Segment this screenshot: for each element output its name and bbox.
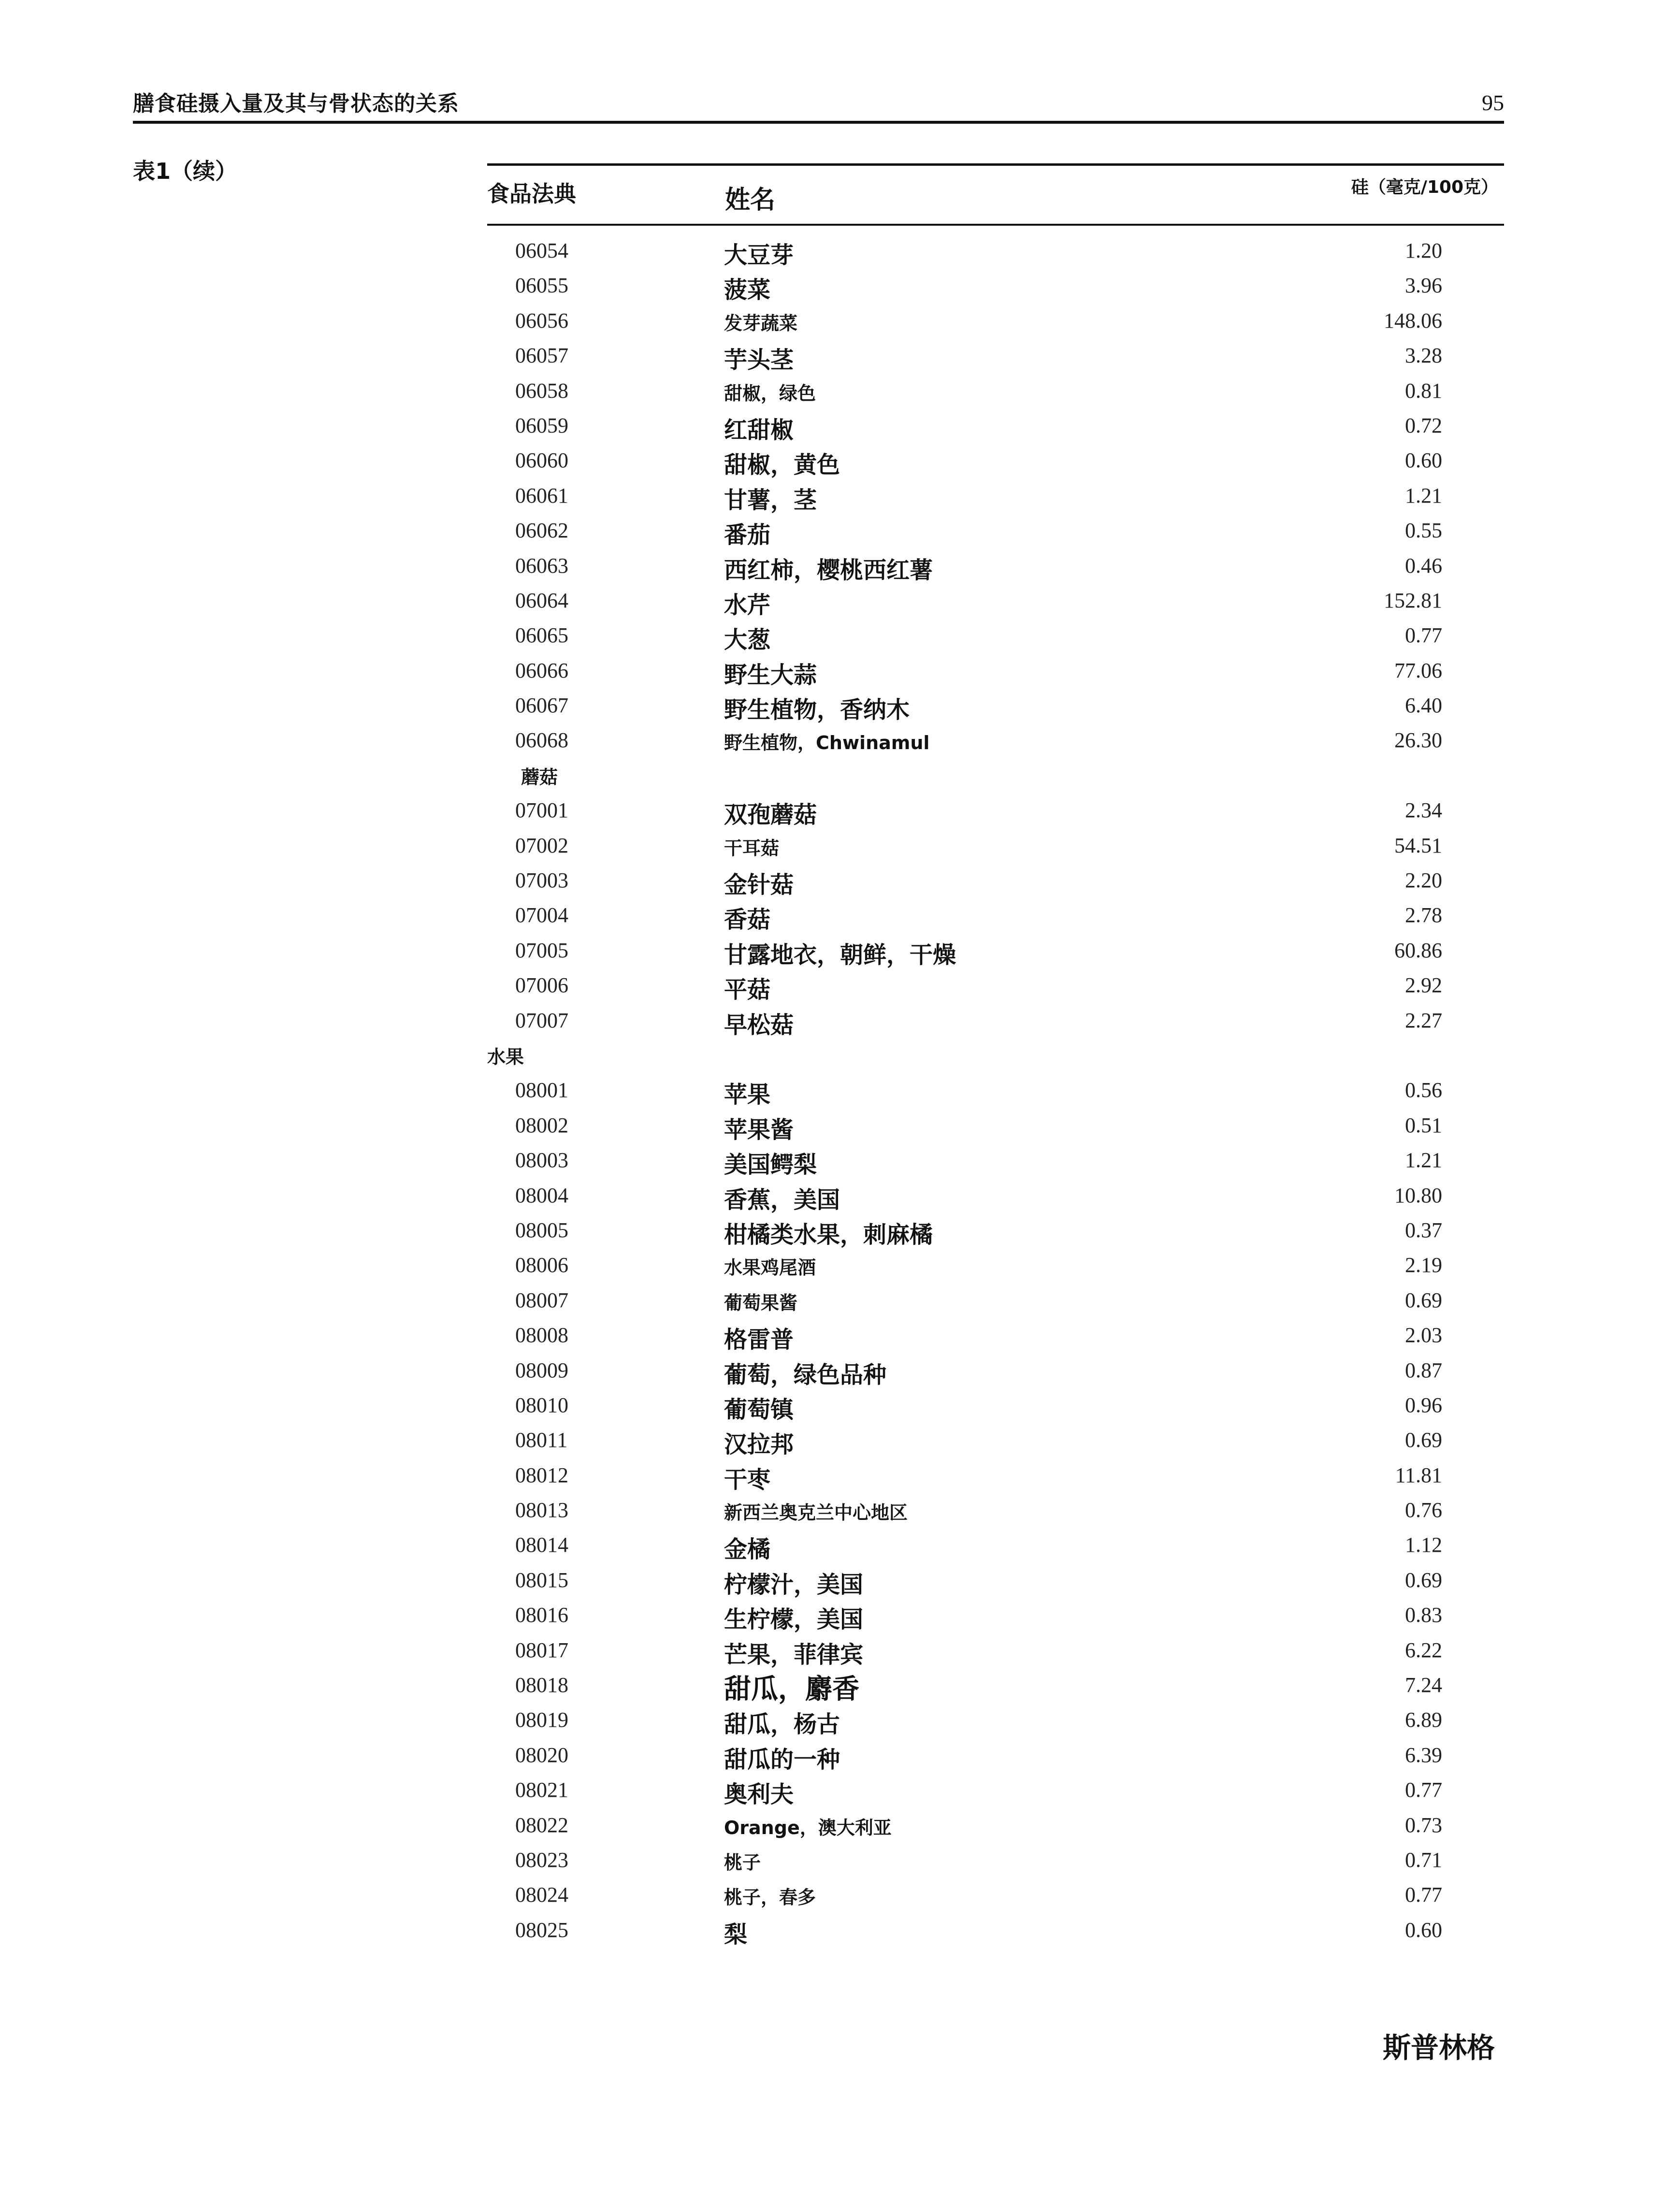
food-code: 08021 bbox=[515, 1778, 568, 1802]
food-code: 06056 bbox=[515, 308, 568, 333]
food-name: 番茄 bbox=[724, 521, 771, 549]
food-name: 西红柿，樱桃西红薯 bbox=[724, 556, 933, 584]
header-rule bbox=[133, 121, 1504, 124]
table-row bbox=[487, 1422, 1504, 1457]
silicon-value: 1.20 bbox=[1405, 239, 1442, 262]
food-name: 奥利夫 bbox=[724, 1781, 794, 1808]
silicon-value: 0.60 bbox=[1405, 448, 1442, 473]
table-row bbox=[487, 897, 1504, 932]
table-row bbox=[487, 1562, 1504, 1597]
table-row bbox=[487, 652, 1504, 687]
silicon-value: 0.87 bbox=[1405, 1358, 1442, 1382]
silicon-value: 1.21 bbox=[1405, 1148, 1442, 1172]
food-name: 芒果，菲律宾 bbox=[724, 1641, 864, 1668]
food-name: 香菇 bbox=[724, 906, 771, 934]
food-name: 格雷普 bbox=[724, 1326, 794, 1354]
table-row bbox=[487, 1772, 1504, 1807]
food-code: 08013 bbox=[515, 1498, 568, 1522]
food-code: 08005 bbox=[515, 1218, 568, 1242]
silicon-value: 0.77 bbox=[1405, 623, 1442, 648]
table-row bbox=[487, 792, 1504, 827]
table-row bbox=[487, 477, 1504, 512]
food-name: 葡萄果酱 bbox=[724, 1292, 798, 1314]
food-name: 甜椒，黄色 bbox=[724, 451, 840, 479]
table-row bbox=[487, 1912, 1504, 1947]
food-code: 06066 bbox=[515, 658, 568, 682]
silicon-value: 0.69 bbox=[1405, 1568, 1442, 1592]
table-row bbox=[487, 1352, 1504, 1387]
table-row bbox=[487, 1142, 1504, 1177]
category-label: 蘑菇 bbox=[521, 766, 558, 788]
food-code: 06059 bbox=[515, 413, 568, 437]
food-code: 06054 bbox=[515, 239, 568, 262]
food-code: 08010 bbox=[515, 1393, 568, 1417]
food-code: 06068 bbox=[515, 728, 568, 752]
food-name: 红甜椒 bbox=[724, 416, 794, 444]
silicon-value: 0.71 bbox=[1405, 1848, 1442, 1872]
table-row bbox=[487, 1492, 1504, 1527]
food-code: 07006 bbox=[515, 973, 568, 998]
table-row bbox=[487, 1877, 1504, 1911]
table-row bbox=[487, 582, 1504, 617]
food-code: 08008 bbox=[515, 1323, 568, 1347]
food-name: 汉拉邦 bbox=[724, 1431, 794, 1459]
running-header-title: 膳食硅摄入量及其与骨状态的关系 bbox=[133, 91, 459, 116]
table-row bbox=[487, 442, 1504, 477]
silicon-value: 0.77 bbox=[1405, 1778, 1442, 1802]
food-code: 08020 bbox=[515, 1743, 568, 1767]
food-code: 06061 bbox=[515, 483, 568, 507]
food-name: 甜椒，绿色 bbox=[724, 382, 816, 404]
table-row bbox=[487, 687, 1504, 722]
table-row bbox=[487, 1002, 1504, 1037]
table-row bbox=[487, 1107, 1504, 1142]
table-row bbox=[487, 827, 1504, 862]
silicon-value: 26.30 bbox=[1394, 728, 1442, 752]
food-name: 桃子 bbox=[724, 1851, 761, 1873]
food-name: 葡萄，绿色品种 bbox=[724, 1361, 887, 1388]
silicon-value: 60.86 bbox=[1394, 938, 1442, 962]
table-row bbox=[487, 548, 1504, 582]
food-name: 野生植物，香纳木 bbox=[724, 696, 910, 724]
table-row bbox=[487, 1387, 1504, 1422]
table-row bbox=[487, 1072, 1504, 1107]
table-row bbox=[487, 617, 1504, 652]
food-name: 早松菇 bbox=[724, 1011, 794, 1039]
food-name: 甜瓜的一种 bbox=[724, 1746, 840, 1773]
silicon-value: 2.92 bbox=[1405, 973, 1442, 998]
food-name: 干耳菇 bbox=[724, 837, 780, 859]
silicon-value: 0.77 bbox=[1405, 1883, 1442, 1907]
table-row bbox=[487, 232, 1504, 267]
food-code: 08006 bbox=[515, 1253, 568, 1277]
table-row bbox=[487, 932, 1504, 967]
food-name: 柑橘类水果，刺麻橘 bbox=[724, 1221, 933, 1248]
food-name: 柠檬汁，美国 bbox=[724, 1571, 864, 1598]
table-row bbox=[487, 862, 1504, 897]
silicon-value: 2.78 bbox=[1405, 903, 1442, 927]
silicon-value: 1.12 bbox=[1405, 1533, 1442, 1557]
category-label: 水果 bbox=[487, 1046, 524, 1068]
column-header-code: 食品法典 bbox=[487, 181, 576, 207]
table-row bbox=[487, 303, 1504, 337]
silicon-value: 0.69 bbox=[1405, 1288, 1442, 1312]
food-name: 野生大蒜 bbox=[724, 661, 817, 689]
food-name: 菠菜 bbox=[724, 276, 771, 304]
silicon-value: 0.51 bbox=[1405, 1113, 1442, 1137]
silicon-value: 0.55 bbox=[1405, 519, 1442, 543]
table-body bbox=[487, 226, 1504, 1947]
table-row bbox=[487, 1317, 1504, 1352]
silicon-value: 6.89 bbox=[1405, 1708, 1442, 1732]
silicon-value: 2.03 bbox=[1405, 1323, 1442, 1347]
food-name: 双孢蘑菇 bbox=[724, 801, 817, 829]
silicon-value: 7.24 bbox=[1405, 1673, 1442, 1697]
silicon-value: 0.96 bbox=[1405, 1393, 1442, 1417]
food-code: 08017 bbox=[515, 1638, 568, 1662]
table-row bbox=[487, 373, 1504, 407]
silicon-value: 0.76 bbox=[1405, 1498, 1442, 1522]
silicon-value: 0.69 bbox=[1405, 1428, 1442, 1452]
food-code: 06065 bbox=[515, 623, 568, 648]
food-code: 08009 bbox=[515, 1358, 568, 1382]
food-code: 07003 bbox=[515, 868, 568, 893]
table-row bbox=[487, 722, 1504, 757]
table-row bbox=[487, 1702, 1504, 1736]
silicon-value: 0.56 bbox=[1405, 1078, 1442, 1102]
food-code: 06057 bbox=[515, 344, 568, 368]
food-name: 苹果 bbox=[724, 1081, 771, 1109]
table-row bbox=[487, 267, 1504, 302]
food-name: Orange，澳大利亚 bbox=[724, 1817, 892, 1838]
silicon-value: 152.81 bbox=[1384, 588, 1442, 612]
column-header-name: 姓名 bbox=[725, 186, 776, 215]
silicon-value: 77.06 bbox=[1394, 658, 1442, 682]
food-code: 06058 bbox=[515, 378, 568, 403]
food-code: 08024 bbox=[515, 1883, 568, 1907]
silicon-table bbox=[487, 163, 1504, 1947]
table-row bbox=[487, 1212, 1504, 1247]
food-name: 金橘 bbox=[724, 1536, 771, 1563]
food-code: 08023 bbox=[515, 1848, 568, 1872]
table-row bbox=[487, 1457, 1504, 1492]
food-name: 生柠檬，美国 bbox=[724, 1606, 864, 1634]
food-name: 甜瓜，麝香 bbox=[724, 1674, 859, 1706]
table-row bbox=[487, 1632, 1504, 1667]
table-row bbox=[487, 1737, 1504, 1772]
silicon-value: 2.20 bbox=[1405, 868, 1442, 893]
food-name: 桃子，春多 bbox=[724, 1887, 816, 1908]
food-code: 07002 bbox=[515, 833, 568, 857]
silicon-value: 2.34 bbox=[1405, 798, 1442, 823]
silicon-value: 0.73 bbox=[1405, 1813, 1442, 1837]
food-code: 08025 bbox=[515, 1918, 568, 1942]
food-code: 06055 bbox=[515, 274, 568, 298]
food-name: 美国鳄梨 bbox=[724, 1151, 817, 1179]
food-code: 06063 bbox=[515, 553, 568, 578]
table-row bbox=[487, 337, 1504, 372]
column-header-silicon: 硅（毫克/100克） bbox=[1351, 177, 1498, 197]
food-name: 大豆芽 bbox=[724, 242, 794, 269]
silicon-value: 6.39 bbox=[1405, 1743, 1442, 1767]
food-name: 梨 bbox=[724, 1921, 748, 1948]
silicon-value: 0.60 bbox=[1405, 1918, 1442, 1942]
food-name: 野生植物，Chwinamul bbox=[724, 732, 930, 754]
table-row bbox=[487, 1597, 1504, 1632]
silicon-value: 0.81 bbox=[1405, 378, 1442, 403]
silicon-value: 10.80 bbox=[1394, 1183, 1442, 1207]
category-row bbox=[487, 1037, 1504, 1072]
food-code: 06067 bbox=[515, 694, 568, 718]
table-row bbox=[487, 1527, 1504, 1561]
table-row bbox=[487, 1807, 1504, 1842]
silicon-value: 6.22 bbox=[1405, 1638, 1442, 1662]
food-name: 甘薯，茎 bbox=[724, 486, 817, 514]
food-code: 07001 bbox=[515, 798, 568, 823]
table-header bbox=[487, 166, 1504, 224]
food-code: 07004 bbox=[515, 903, 568, 927]
page-number: 95 bbox=[1482, 90, 1504, 115]
food-name: 甜瓜，杨古 bbox=[724, 1711, 840, 1738]
food-code: 08022 bbox=[515, 1813, 568, 1837]
silicon-value: 3.96 bbox=[1405, 274, 1442, 298]
food-name: 水芹 bbox=[724, 591, 771, 619]
silicon-value: 3.28 bbox=[1405, 344, 1442, 368]
food-code: 08003 bbox=[515, 1148, 568, 1172]
table-row bbox=[487, 1177, 1504, 1212]
silicon-value: 1.21 bbox=[1405, 483, 1442, 507]
food-code: 07005 bbox=[515, 938, 568, 962]
table-row bbox=[487, 512, 1504, 547]
food-name: 苹果酱 bbox=[724, 1116, 794, 1143]
food-code: 08018 bbox=[515, 1673, 568, 1697]
category-row bbox=[487, 757, 1504, 792]
food-code: 08001 bbox=[515, 1078, 568, 1102]
food-code: 08016 bbox=[515, 1603, 568, 1627]
silicon-value: 6.40 bbox=[1405, 694, 1442, 718]
silicon-value: 54.51 bbox=[1394, 833, 1442, 857]
food-name: 发芽蔬菜 bbox=[724, 312, 798, 334]
table-row bbox=[487, 967, 1504, 1002]
silicon-value: 0.46 bbox=[1405, 553, 1442, 578]
table-row bbox=[487, 1247, 1504, 1282]
food-code: 08012 bbox=[515, 1463, 568, 1487]
silicon-value: 11.81 bbox=[1395, 1463, 1442, 1487]
silicon-value: 0.83 bbox=[1405, 1603, 1442, 1627]
food-code: 07007 bbox=[515, 1008, 568, 1032]
silicon-value: 0.72 bbox=[1405, 413, 1442, 437]
food-code: 08002 bbox=[515, 1113, 568, 1137]
food-code: 08011 bbox=[515, 1428, 568, 1452]
silicon-value: 2.19 bbox=[1405, 1253, 1442, 1277]
food-code: 08007 bbox=[515, 1288, 568, 1312]
food-code: 06064 bbox=[515, 588, 568, 612]
food-code: 08014 bbox=[515, 1533, 568, 1557]
food-name: 香蕉，美国 bbox=[724, 1186, 840, 1214]
food-code: 06060 bbox=[515, 448, 568, 473]
silicon-value: 2.27 bbox=[1405, 1008, 1442, 1032]
food-name: 芋头茎 bbox=[724, 347, 794, 374]
food-name: 干枣 bbox=[724, 1466, 771, 1493]
food-name: 葡萄镇 bbox=[724, 1396, 794, 1423]
table-row bbox=[487, 1667, 1504, 1706]
table-label: 表1（续） bbox=[133, 158, 238, 184]
table-row bbox=[487, 407, 1504, 442]
food-code: 06062 bbox=[515, 519, 568, 543]
food-name: 水果鸡尾酒 bbox=[724, 1257, 816, 1279]
food-code: 08019 bbox=[515, 1708, 568, 1732]
food-code: 08015 bbox=[515, 1568, 568, 1592]
publisher-brand: 斯普林格 bbox=[1382, 2031, 1495, 2064]
food-name: 新西兰奥克兰中心地区 bbox=[724, 1502, 908, 1524]
silicon-value: 0.37 bbox=[1405, 1218, 1442, 1242]
food-name: 金针菇 bbox=[724, 871, 794, 899]
food-name: 甘露地衣，朝鲜，干燥 bbox=[724, 941, 956, 969]
silicon-value: 148.06 bbox=[1384, 308, 1442, 333]
food-name: 大葱 bbox=[724, 626, 771, 654]
table-row bbox=[487, 1282, 1504, 1317]
food-code: 08004 bbox=[515, 1183, 568, 1207]
food-name: 平菇 bbox=[724, 976, 771, 1004]
table-row bbox=[487, 1842, 1504, 1877]
